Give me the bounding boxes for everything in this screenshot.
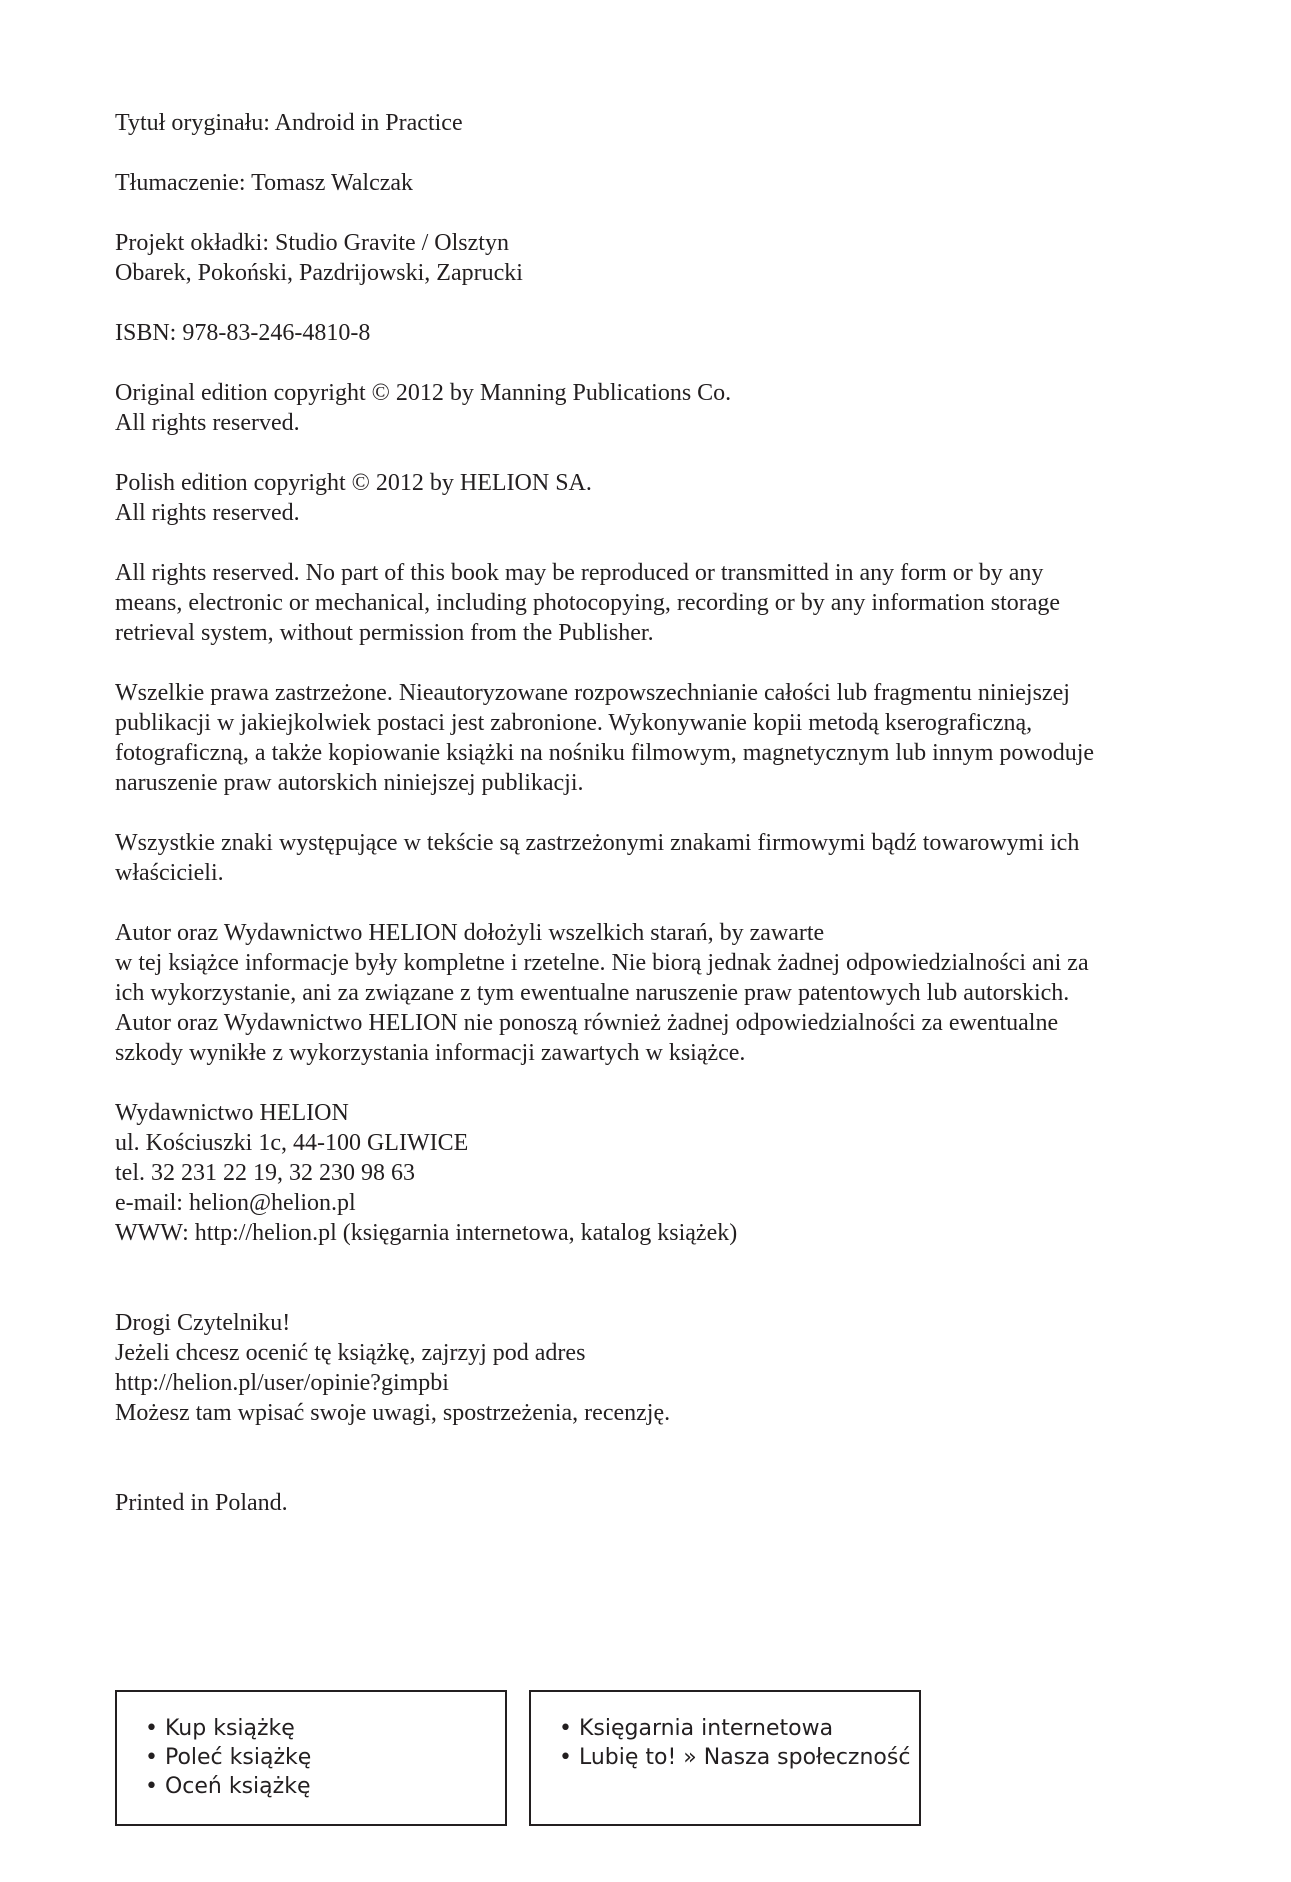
- translation-block: [115, 168, 1175, 198]
- disclaimer-line: w tej książce informacje były kompletne i rzetelne. Nie biorą jednak żadnej odpowiedzialności ani za: [115, 950, 1089, 976]
- link-boxes: [115, 1690, 1175, 1830]
- rights-english-line: means, electronic or mechanical, including photocopying, recording or by any information storage: [115, 590, 1061, 616]
- reader-note-block: [115, 1308, 1175, 1428]
- trademarks-line: Wszystkie znaki występujące w tekście są zastrzeżonymi znakami firmowymi bądź towarowymi ich: [115, 830, 1080, 856]
- printed-block: [115, 1488, 1175, 1518]
- trademarks-line: właścicieli.: [115, 860, 224, 886]
- rate-book-link[interactable]: • Oceń książkę: [145, 1774, 311, 1799]
- publisher-block: [115, 1098, 1175, 1248]
- rights-english-line: retrieval system, without permission from the Publisher.: [115, 620, 654, 646]
- book-actions-box: [115, 1690, 507, 1826]
- translator: Tłumaczenie: Tomasz Walczak: [115, 170, 414, 196]
- rights-polish-block: [115, 678, 1175, 798]
- printed-in: Printed in Poland.: [115, 1490, 288, 1516]
- original-copyright-block: [115, 378, 1175, 438]
- publisher-name: Wydawnictwo HELION: [115, 1100, 349, 1126]
- reader-note-line: Jeżeli chcesz ocenić tę książkę, zajrzyj pod adres: [115, 1340, 586, 1366]
- original-title: Tytuł oryginału: Android in Practice: [115, 110, 463, 136]
- isbn: ISBN: 978-83-246-4810-8: [115, 320, 371, 346]
- review-url: http://helion.pl/user/opinie?gimpbi: [115, 1370, 449, 1396]
- cover-design-authors: Obarek, Pokoński, Pazdrijowski, Zaprucki: [115, 260, 523, 286]
- community-box: [529, 1690, 921, 1826]
- polish-rights-reserved: All rights reserved.: [115, 500, 300, 526]
- rights-polish-line: Wszelkie prawa zastrzeżone. Nieautoryzowane rozpowszechnianie całości lub fragmentu niniejszej: [115, 680, 1070, 706]
- original-title-block: [115, 108, 1175, 138]
- imprint-page: [115, 108, 1175, 1548]
- publisher-phone: tel. 32 231 22 19, 32 230 98 63: [115, 1160, 415, 1186]
- polish-copyright-block: [115, 468, 1175, 528]
- online-bookstore-link[interactable]: • Księgarnia internetowa: [559, 1716, 834, 1741]
- disclaimer-line: ich wykorzystanie, ani za związane z tym ewentualne naruszenie praw patentowych lub autorskich.: [115, 980, 1070, 1006]
- cover-design-block: [115, 228, 1175, 288]
- rights-polish-line: fotograficzną, a także kopiowanie książki na nośniku filmowym, magnetycznym lub innym powoduje: [115, 740, 1095, 766]
- original-copyright-line: Original edition copyright © 2012 by Manning Publications Co.: [115, 380, 732, 406]
- recommend-book-link[interactable]: • Poleć książkę: [145, 1745, 312, 1770]
- rights-english-line: All rights reserved. No part of this book may be reproduced or transmitted in any form or by any: [115, 560, 1044, 586]
- reader-note-line: Możesz tam wpisać swoje uwagi, spostrzeżenia, recenzję.: [115, 1400, 671, 1426]
- cover-design-line: Projekt okładki: Studio Gravite / Olsztyn: [115, 230, 509, 256]
- disclaimer-line: Autor oraz Wydawnictwo HELION nie ponoszą również żadnej odpowiedzialności za ewentualne: [115, 1010, 1059, 1036]
- trademarks-block: [115, 828, 1175, 888]
- disclaimer-line: Autor oraz Wydawnictwo HELION dołożyli wszelkich starań, by zawarte: [115, 920, 825, 946]
- publisher-email: e-mail: helion@helion.pl: [115, 1190, 356, 1216]
- polish-copyright-line: Polish edition copyright © 2012 by HELION SA.: [115, 470, 592, 496]
- rights-polish-line: naruszenie praw autorskich niniejszej publikacji.: [115, 770, 584, 796]
- original-rights-reserved: All rights reserved.: [115, 410, 300, 436]
- buy-book-link[interactable]: • Kup książkę: [145, 1716, 295, 1741]
- publisher-www: WWW: http://helion.pl (księgarnia internetowa, katalog książek): [115, 1220, 738, 1246]
- publisher-address: ul. Kościuszki 1c, 44-100 GLIWICE: [115, 1130, 469, 1156]
- rights-english-block: [115, 558, 1175, 648]
- reader-greeting: Drogi Czytelniku!: [115, 1310, 291, 1336]
- rights-polish-line: publikacji w jakiejkolwiek postaci jest zabronione. Wykonywanie kopii metodą kserograficzną,: [115, 710, 1033, 736]
- disclaimer-block: [115, 918, 1175, 1068]
- community-link[interactable]: • Lubię to! » Nasza społeczność: [559, 1745, 911, 1770]
- disclaimer-line: szkody wynikłe z wykorzystania informacji zawartych w książce.: [115, 1040, 746, 1066]
- isbn-block: [115, 318, 1175, 348]
